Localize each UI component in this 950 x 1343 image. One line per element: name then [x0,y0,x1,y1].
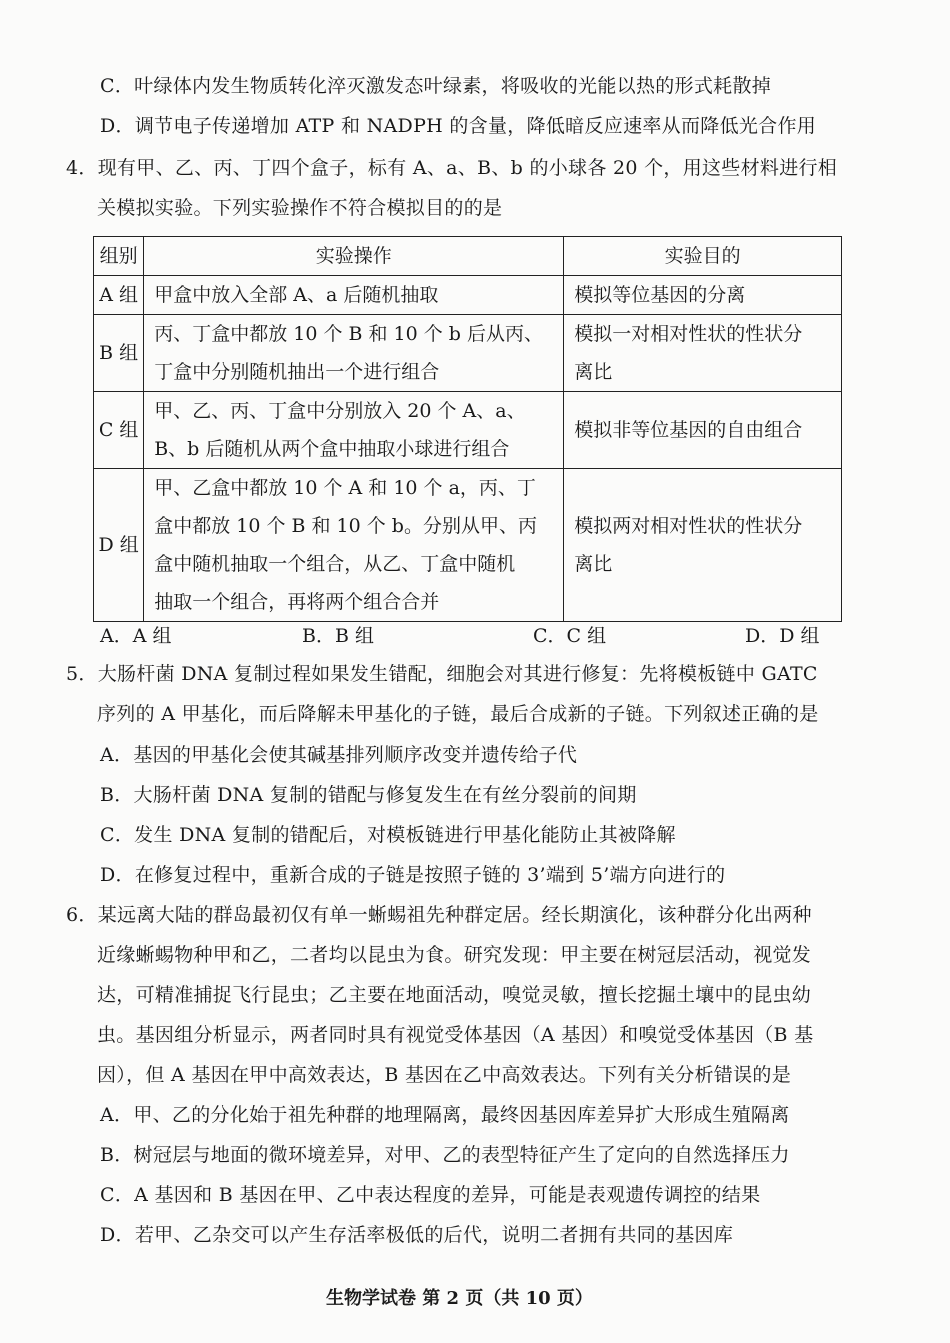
q4-answer-a: A．A 组 [100,625,172,647]
q6-stem-line-5: 因），但 A 基因在甲中高效表达，B 基因在乙中高效表达。下列有关分析错误的是 [97,1064,792,1086]
q6-option-a: A．甲、乙的分化始于祖先种群的地理隔离，最终因基因库差异扩大形成生殖隔离 [100,1104,790,1126]
header-operation: 实验操作 [144,237,564,276]
operation-line: 甲、乙、丙、丁盒中分别放入 20 个 A、a、 [154,400,526,422]
q6-stem-line-3: 达，可精准捕捉飞行昆虫；乙主要在地面活动，嗅觉灵敏，擅长挖掘土壤中的昆虫幼 [97,984,812,1006]
header-goal: 实验目的 [564,237,842,276]
q6-option-d: D．若甲、乙杂交可以产生存活率极低的后代，说明二者拥有共同的基因库 [100,1224,734,1246]
goal-line: 模拟两对相对性状的性状分 [574,515,803,537]
row-goal [564,276,842,315]
operation-line: 抽取一个组合，再将两个组合合并 [154,591,440,613]
row-goal [564,315,842,392]
q4-answer-d: D．D 组 [745,625,820,647]
goal-line: 模拟非等位基因的自由组合 [574,419,803,441]
q6-stem-line-2: 近缘蜥蜴物种甲和乙，二者均以昆虫为食。研究发现：甲主要在树冠层活动，视觉发 [97,944,812,966]
operation-line: 盒中都放 10 个 B 和 10 个 b。分别从甲、丙 [154,515,537,537]
q5-option-d: D．在修复过程中，重新合成的子链是按照子链的 3’端到 5’端方向进行的 [100,864,726,886]
table-row [94,276,842,315]
q6-option-b: B．树冠层与地面的微环境差异，对甲、乙的表型特征产生了定向的自然选择压力 [100,1144,790,1166]
q4-stem-line-2: 关模拟实验。下列实验操作不符合模拟目的的是 [97,197,503,219]
q3-option-c: C．叶绿体内发生物质转化淬灭激发态叶绿素，将吸收的光能以热的形式耗散掉 [100,75,772,97]
q4-stem-line-1: 4．现有甲、乙、丙、丁四个盒子，标有 A、a、B、b 的小球各 20 个，用这些材料进行相 [66,157,838,179]
row-goal [564,469,842,622]
operation-line: B、b 后随机从两个盒中抽取小球进行组合 [154,438,510,460]
q5-stem-line-2: 序列的 A 甲基化，而后降解未甲基化的子链，最后合成新的子链。下列叙述正确的是 [97,703,819,725]
q4-answer-options [0,621,950,647]
q6-option-c: C．A 基因和 B 基因在甲、乙中表达程度的差异，可能是表观遗传调控的结果 [100,1184,761,1206]
goal-line: 模拟一对相对性状的性状分 [574,323,803,345]
q4-answer-b: B．B 组 [302,625,374,647]
q5-option-a: A．基因的甲基化会使其碱基排列顺序改变并遗传给子代 [100,744,578,766]
goal-line: 模拟等位基因的分离 [574,284,746,306]
header-group: 组别 [94,237,144,276]
operation-line: 丙、丁盒中都放 10 个 B 和 10 个 b 后从丙、 [154,323,544,345]
table-row [94,392,842,469]
q5-option-b: B．大肠杆菌 DNA 复制的错配与修复发生在有丝分裂前的间期 [100,784,637,806]
row-operation [144,276,564,315]
row-goal [564,392,842,469]
row-operation [144,469,564,622]
table-header-row [94,237,842,276]
goal-line: 离比 [574,361,613,383]
row-operation [144,315,564,392]
table-row [94,315,842,392]
row-operation [144,392,564,469]
operation-line: 甲盒中放入全部 A、a 后随机抽取 [154,284,439,306]
q4-answer-c: C．C 组 [533,625,607,647]
row-group: A 组 [94,276,144,315]
q5-option-c: C．发生 DNA 复制的错配后，对模板链进行甲基化能防止其被降解 [100,824,676,846]
table-row [94,469,842,622]
operation-line: 盒中随机抽取一个组合，从乙、丁盒中随机 [154,553,516,575]
operation-line: 甲、乙盒中都放 10 个 A 和 10 个 a，丙、丁 [154,477,536,499]
q3-option-d: D．调节电子传递增加 ATP 和 NADPH 的含量，降低暗反应速率从而降低光合作用 [100,115,817,137]
goal-line: 离比 [574,553,613,575]
row-group: C 组 [94,392,144,469]
row-group: D 组 [94,469,144,622]
page-footer: 生物学试卷 第 2 页（共 10 页） [326,1288,593,1306]
experiment-table [93,236,842,622]
operation-line: 丁盒中分别随机抽出一个进行组合 [154,361,440,383]
q5-stem-line-1: 5．大肠杆菌 DNA 复制过程如果发生错配，细胞会对其进行修复：先将模板链中 GATC [66,663,818,685]
row-group: B 组 [94,315,144,392]
q6-stem-line-1: 6．某远离大陆的群岛最初仅有单一蜥蜴祖先种群定居。经长期演化，该种群分化出两种 [66,904,812,926]
q6-stem-line-4: 虫。基因组分析显示，两者同时具有视觉受体基因（A 基因）和嗅觉受体基因（B 基 [97,1024,814,1046]
